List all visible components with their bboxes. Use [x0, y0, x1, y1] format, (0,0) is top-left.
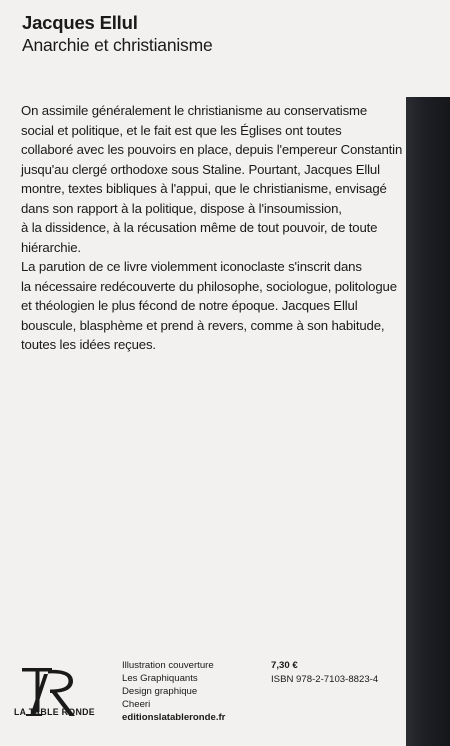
blurb-paragraph-1: On assimile généralement le christianisme au conservatisme social et politique, et le fait est que les Églises ont toutes collaboré avec les pouvoirs en place, depuis l'empereur Constantin jusqu'au clergé orthodoxe sous Staline. Pourtant, Jacques Ellul montre, textes bibliques à l'appui, que le christianisme, envisagé dans son rapport à la politique, dispose à l'insoumission, à la dissidence, à la récusation même de tout pouvoir, de toute hiérarchie. [21, 103, 403, 255]
credit-illustration-name: Les Graphiquants [122, 673, 198, 684]
credit-illustration-label: Illustration couverture [122, 660, 214, 671]
author-name: Jacques Ellul [22, 12, 138, 33]
publisher-website: editionslatableronde.fr [122, 712, 226, 723]
book-title: Anarchie et christianisme [22, 35, 213, 55]
blurb-paragraph-2: La parution de ce livre violemment iconoclaste s'inscrit dans la nécessaire redécouverte du philosophe, sociologue, politologue et théologien le plus fécond de notre époque. Jacques Ellul bouscule, blasphème et prend à revers, comme à son habitude, toutes les idées reçues. [21, 259, 397, 352]
credits [122, 659, 225, 724]
publisher-name: LA TABLE RONDE [14, 707, 95, 717]
credit-design-label: Design graphique [122, 686, 198, 697]
price-block [271, 659, 378, 687]
isbn: ISBN 978-2-7103-8823-4 [271, 674, 379, 685]
blurb [21, 101, 405, 355]
cover-edge-strip [406, 97, 450, 746]
header [22, 12, 213, 56]
credit-design-name: Cheeri [122, 699, 151, 710]
price: 7,30 € [271, 660, 298, 671]
